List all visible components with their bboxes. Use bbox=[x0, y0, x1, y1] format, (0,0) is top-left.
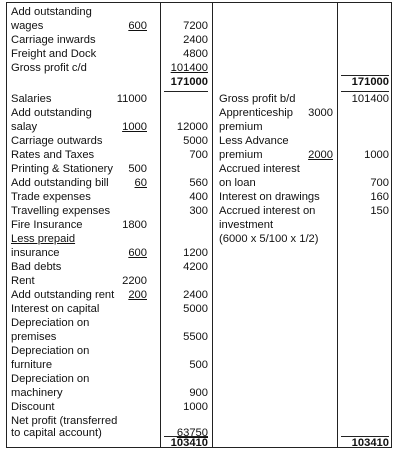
total-rule bbox=[164, 436, 208, 437]
debit-inner-amount: 600 bbox=[128, 247, 147, 259]
debit-amount: 400 bbox=[189, 191, 208, 203]
debit-inner-amount: 60 bbox=[134, 177, 147, 189]
total-rule bbox=[341, 91, 389, 92]
credit-amount: 700 bbox=[370, 177, 389, 189]
column-divider bbox=[337, 3, 338, 447]
debit-label: Net profit (transferred bbox=[11, 415, 118, 427]
debit-label: Trade expenses bbox=[11, 191, 91, 203]
debit-grand-total: 103410 bbox=[170, 437, 208, 449]
debit-label: salay bbox=[11, 121, 38, 133]
debit-label: Interest on capital bbox=[11, 303, 100, 315]
debit-inner-amount: 200 bbox=[128, 289, 147, 301]
debit-label: Carriage inwards bbox=[11, 34, 96, 46]
debit-amount: 4200 bbox=[183, 261, 208, 273]
credit-amount: 160 bbox=[370, 191, 389, 203]
debit-label: Add outstanding rent bbox=[11, 289, 115, 301]
debit-label: Add outstanding bill bbox=[11, 177, 109, 189]
credit-label: premium bbox=[219, 121, 263, 133]
debit-label: Add outstanding bbox=[11, 6, 92, 18]
credit-label: Accrued interest bbox=[219, 163, 300, 175]
credit-amount: 150 bbox=[370, 205, 389, 217]
credit-label: Interest on drawings bbox=[219, 191, 320, 203]
credit-label: on loan bbox=[219, 177, 256, 189]
debit-label: premises bbox=[11, 331, 57, 343]
debit-label: furniture bbox=[11, 359, 53, 371]
debit-inner-amount: 600 bbox=[128, 20, 147, 32]
debit-label: Add outstanding bbox=[11, 107, 92, 119]
debit-label: Depreciation on bbox=[11, 317, 90, 329]
profit-and-loss-account bbox=[6, 2, 392, 448]
debit-amount: 560 bbox=[189, 177, 208, 189]
debit-amount: 1000 bbox=[183, 401, 208, 413]
debit-label: Discount bbox=[11, 401, 55, 413]
debit-label: machinery bbox=[11, 387, 63, 399]
debit-label: Salaries bbox=[11, 93, 52, 105]
debit-inner-amount: 1000 bbox=[122, 121, 147, 133]
debit-label: Printing & Stationery bbox=[11, 163, 113, 175]
debit-amount: 101400 bbox=[170, 62, 208, 74]
debit-label: Depreciation on bbox=[11, 373, 90, 385]
debit-label: Freight and Dock bbox=[11, 48, 97, 60]
debit-label: insurance bbox=[11, 247, 60, 259]
debit-amount: 500 bbox=[189, 359, 208, 371]
debit-amount: 300 bbox=[189, 205, 208, 217]
debit-label: to capital account) bbox=[11, 427, 102, 439]
debit-amount: 900 bbox=[189, 387, 208, 399]
credit-grand-total: 103410 bbox=[351, 437, 389, 449]
debit-label: Less prepaid bbox=[11, 233, 76, 245]
debit-inner-amount: 11000 bbox=[116, 93, 147, 105]
credit-inner-amount: 2000 bbox=[308, 149, 333, 161]
credit-label: Less Advance bbox=[219, 135, 289, 147]
credit-label: premium bbox=[219, 149, 263, 161]
debit-amount: 700 bbox=[189, 149, 208, 161]
credit-label: Gross profit b/d bbox=[219, 93, 296, 105]
debit-inner-amount: 2200 bbox=[122, 275, 147, 287]
debit-label: Depreciation on bbox=[11, 345, 90, 357]
debit-amount: 5000 bbox=[183, 135, 208, 147]
debit-amount: 2400 bbox=[183, 34, 208, 46]
total-rule bbox=[164, 91, 208, 92]
debit-label: Gross profit c/d bbox=[11, 62, 87, 74]
debit-inner-amount: 1800 bbox=[122, 219, 147, 231]
column-divider bbox=[212, 3, 213, 447]
debit-trading-total: 171000 bbox=[170, 76, 208, 88]
debit-label: Travelling expenses bbox=[11, 205, 111, 217]
debit-label: Rates and Taxes bbox=[11, 149, 95, 161]
debit-amount: 4800 bbox=[183, 48, 208, 60]
debit-amount: 63750 bbox=[176, 427, 208, 439]
credit-label: Apprenticeship bbox=[219, 107, 294, 119]
debit-label: Carriage outwards bbox=[11, 135, 103, 147]
credit-trading-total: 171000 bbox=[351, 76, 389, 88]
debit-label: Bad debts bbox=[11, 261, 62, 273]
credit-inner-amount: 3000 bbox=[308, 107, 333, 119]
debit-inner-amount: 500 bbox=[128, 163, 147, 175]
debit-amount: 1200 bbox=[183, 247, 208, 259]
credit-amount: 101400 bbox=[351, 93, 389, 105]
debit-label: wages bbox=[11, 20, 44, 32]
debit-amount: 5500 bbox=[183, 331, 208, 343]
credit-amount: 1000 bbox=[364, 149, 389, 161]
credit-label: Accrued interest on bbox=[219, 205, 316, 217]
debit-amount: 7200 bbox=[183, 20, 208, 32]
credit-label: investment bbox=[219, 219, 274, 231]
debit-label: Rent bbox=[11, 275, 35, 287]
debit-amount: 2400 bbox=[183, 289, 208, 301]
debit-amount: 5000 bbox=[183, 303, 208, 315]
credit-label: (6000 x 5/100 x 1/2) bbox=[219, 233, 319, 245]
debit-label: Fire Insurance bbox=[11, 219, 83, 231]
debit-amount: 12000 bbox=[176, 121, 208, 133]
